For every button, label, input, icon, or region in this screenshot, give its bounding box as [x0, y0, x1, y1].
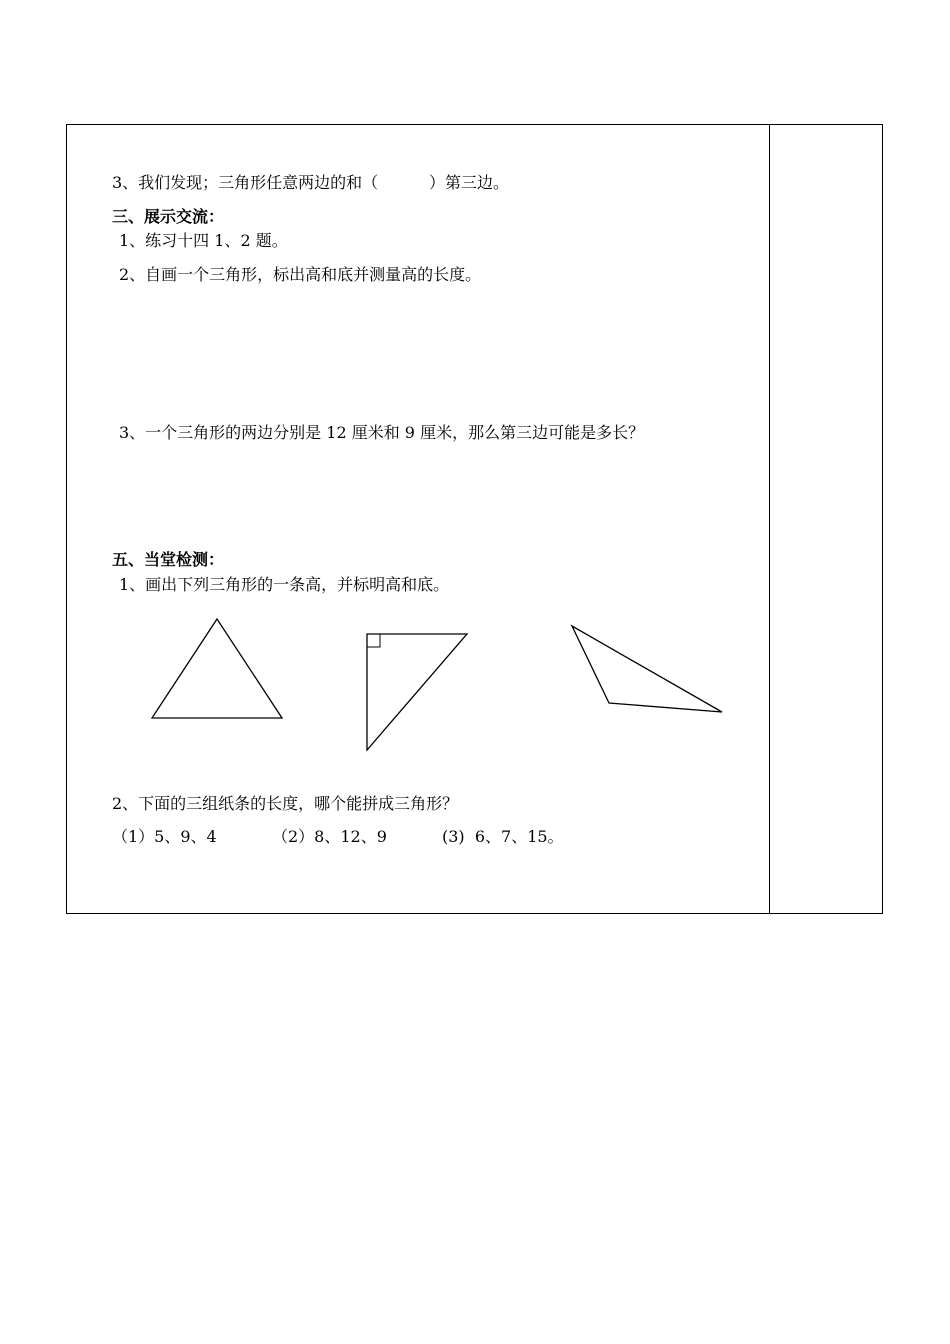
option-2: （2）8、12、9	[272, 827, 387, 846]
right-triangle	[367, 634, 467, 750]
display-item-1: 1、练习十四 1、2 题。	[119, 231, 288, 250]
test-item-2: 2、下面的三组纸条的长度，哪个能拼成三角形？	[112, 794, 459, 813]
display-item-3: 3、一个三角形的两边分别是 12 厘米和 9 厘米，那么第三边可能是多长？	[119, 423, 645, 442]
display-item-2: 2、自画一个三角形，标出高和底并测量高的长度。	[119, 265, 482, 284]
option-3: (3) 6、7、15。	[442, 827, 564, 846]
obtuse-triangle	[572, 626, 722, 712]
test-item-1: 1、画出下列三角形的一条高，并标明高和底。	[119, 575, 450, 594]
finding-item-3: 3、我们发现；三角形任意两边的和（ ）第三边。	[112, 173, 510, 192]
acute-triangle	[152, 619, 282, 718]
option-1: （1）5、9、4	[112, 827, 217, 846]
section-heading-display: 三、展示交流：	[112, 207, 225, 226]
section-heading-test: 五、当堂检测：	[112, 550, 225, 569]
right-angle-mark	[367, 634, 380, 647]
